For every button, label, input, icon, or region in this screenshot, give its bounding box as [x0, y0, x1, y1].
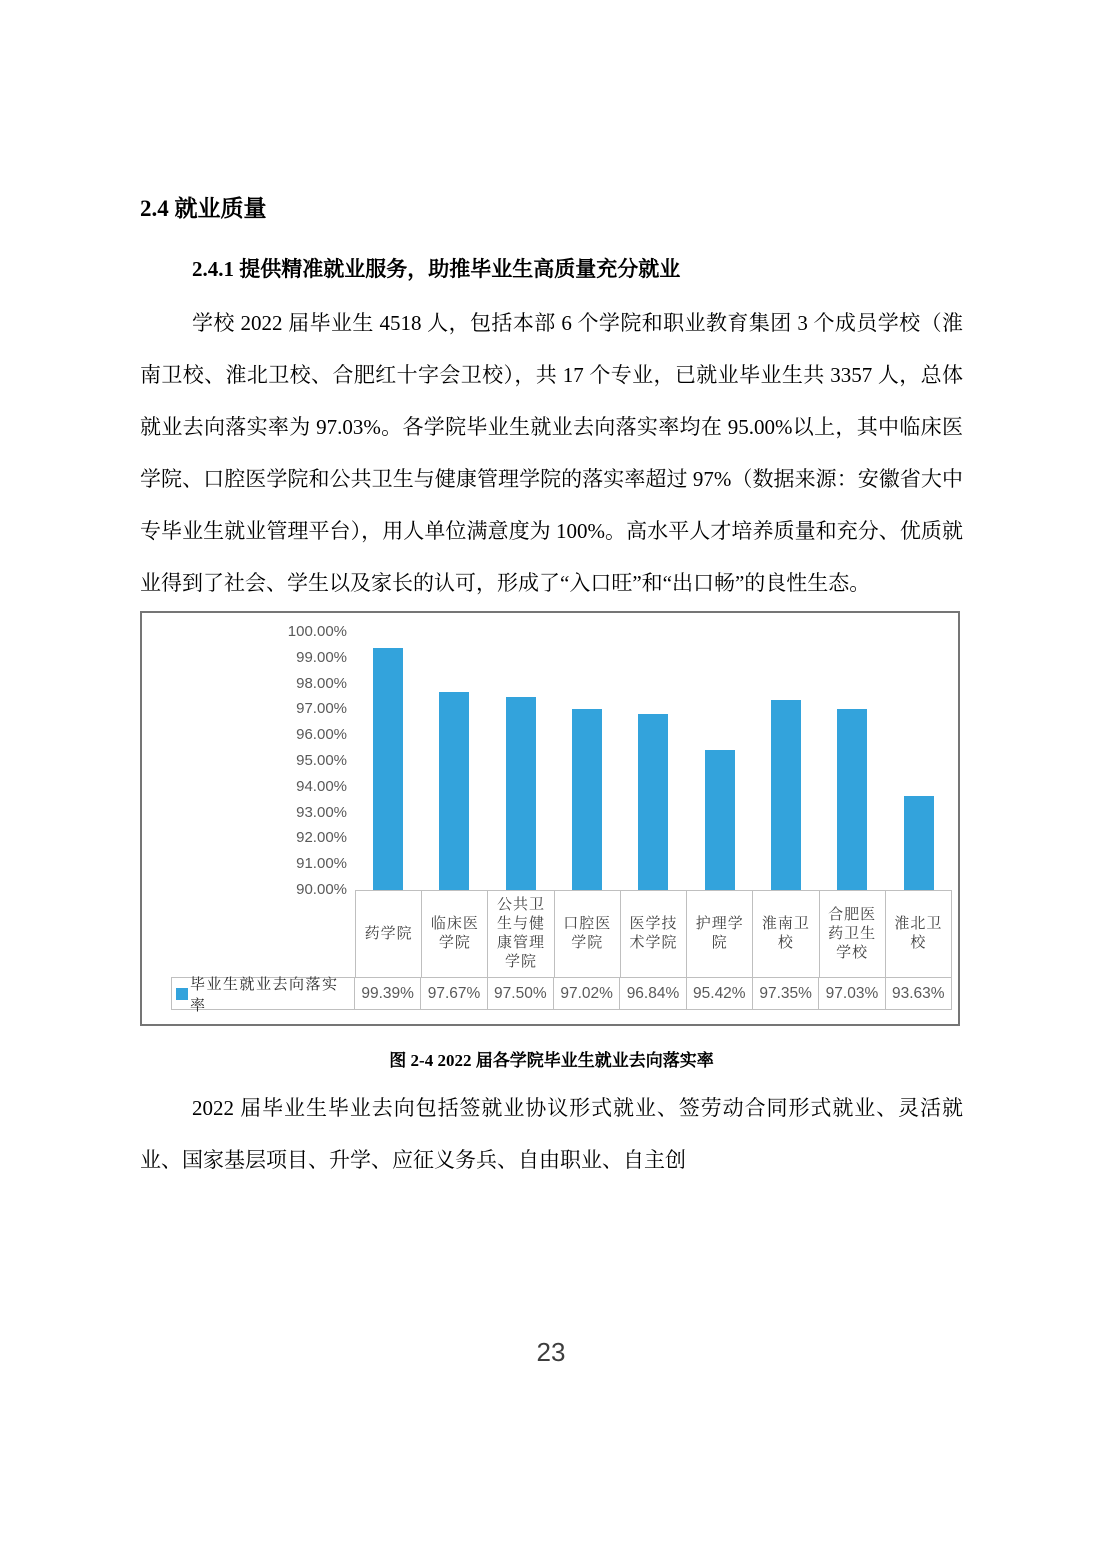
y-tick-label: 90.00% [296, 881, 347, 898]
category-cell: 合肥医药卫生学校 [819, 890, 886, 978]
y-tick-label: 93.00% [296, 803, 347, 821]
category-cell: 淮南卫校 [752, 890, 819, 978]
category-cell: 临床医学院 [421, 890, 488, 978]
legend-label: 毕业生就业去向落实率 [190, 976, 339, 1014]
bar [771, 700, 801, 890]
value-cell: 95.42% [686, 977, 753, 1010]
chart-plot-row [144, 623, 952, 898]
figure-caption: 图 2-4 2022 届各学院毕业生就业去向落实率 [389, 1051, 714, 1070]
y-tick-label: 100.00% [287, 623, 347, 640]
bar-column [421, 632, 487, 890]
chart-value-row [144, 976, 952, 1014]
legend-cell [171, 976, 355, 1014]
y-tick-label: 94.00% [296, 777, 347, 795]
category-cell: 药学院 [355, 890, 422, 978]
chart-category-row [144, 890, 952, 978]
category-cell: 医学技术学院 [620, 890, 687, 978]
bar-chart-figure [140, 611, 960, 1026]
bar [705, 750, 735, 890]
y-tick-label: 91.00% [296, 855, 347, 873]
legend-swatch-icon [176, 988, 188, 1000]
bar-column [355, 632, 421, 890]
category-cells [355, 890, 952, 978]
y-tick-label: 92.00% [296, 829, 347, 847]
bar [572, 709, 602, 890]
bar [506, 697, 536, 891]
bar [373, 648, 403, 890]
bar [904, 796, 934, 890]
bar [638, 714, 668, 891]
y-tick-label: 99.00% [296, 648, 347, 666]
bar-column [819, 632, 885, 890]
bar-column [488, 632, 554, 890]
value-cell: 93.63% [885, 977, 952, 1010]
bar-column [753, 632, 819, 890]
value-cells [355, 978, 952, 1010]
value-cell: 99.39% [354, 977, 421, 1010]
value-cell: 97.50% [487, 977, 554, 1010]
plot-area [355, 632, 952, 890]
y-tick-label: 95.00% [296, 752, 347, 769]
section-title: 2.4 就业质量 [140, 196, 267, 221]
value-cell: 96.84% [619, 977, 686, 1010]
bar [837, 709, 867, 890]
category-row-spacer [144, 890, 355, 978]
y-tick-label: 98.00% [296, 674, 347, 692]
bar-column [886, 632, 952, 890]
paragraph-employment-overview: 学校 2022 届毕业生 4518 人，包括本部 6 个学院和职业教育集团 3 个成员学校（淮南卫校、淮北卫校、合肥红十字会卫校），共 17 个专业，已就业毕业生共 3357 人，总体就业去向落实率为 97.03%。各学院毕业生就业去向落实率均在 95.00%以上，其中临床医学院、口腔医学院和公共卫生与健康管理学院的落实率超过 97%（数据来源：安徽省大中专毕业生就业管理平台），用人单位满意度为 100%。高水平人才培养质量和充分、优质就业得到了社会、学生以及家长的认可，形成了“入口旺”和“出口畅”的良性生态。 [140, 311, 963, 595]
value-cell: 97.35% [752, 977, 819, 1010]
bar-column [554, 632, 620, 890]
category-cell: 公共卫生与健康管理学院 [487, 890, 554, 978]
bar [439, 692, 469, 890]
bar-column [620, 632, 686, 890]
y-axis [144, 623, 355, 898]
subsection-title: 2.4.1 提供精准就业服务，助推毕业生高质量充分就业 [192, 257, 681, 281]
y-tick-label: 96.00% [296, 726, 347, 744]
page-number: 23 [536, 1337, 566, 1367]
value-cell: 97.03% [818, 977, 885, 1010]
page-content [140, 0, 963, 1186]
category-cell: 口腔医学院 [554, 890, 621, 978]
bar-column [687, 632, 753, 890]
value-cell: 97.67% [420, 977, 487, 1010]
category-cell: 护理学院 [686, 890, 753, 978]
y-tick-label: 97.00% [296, 700, 347, 718]
paragraph-graduate-destinations: 2022 届毕业生毕业去向包括签就业协议形式就业、签劳动合同形式就业、灵活就业、国家基层项目、升学、应征义务兵、自由职业、自主创 [140, 1096, 963, 1172]
value-cell: 97.02% [553, 977, 620, 1010]
category-cell: 淮北卫校 [885, 890, 952, 978]
